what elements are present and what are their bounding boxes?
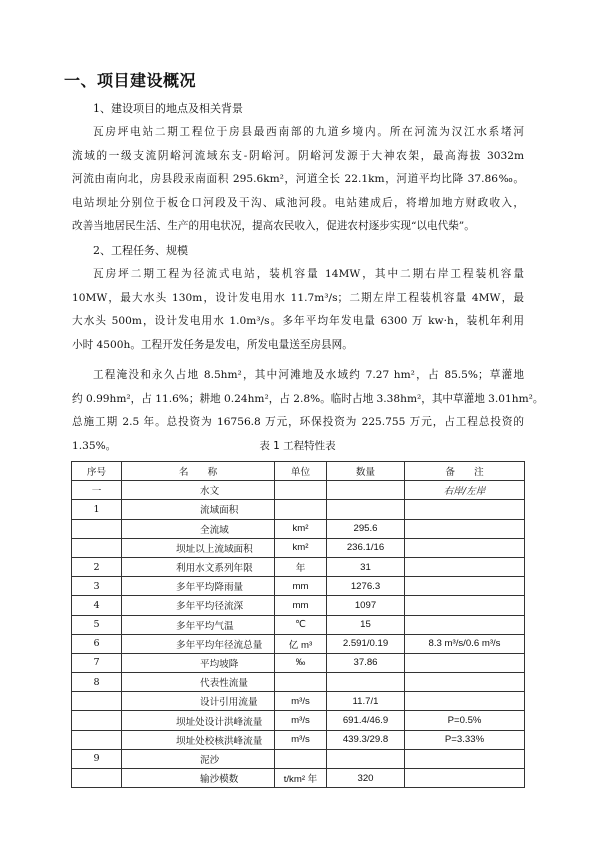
- text-line: 河流由南向北，房县段汞南面积 295.6km²，河道全长 22.1km，河道平均比降 37.86‰。: [72, 173, 524, 185]
- text-line: 瓦房坪二期工程为径流式电站，装机容量 14MW，其中二期右岸工程装机容量: [93, 268, 524, 280]
- row-unit-cell: [275, 500, 327, 519]
- row-unit-cell: 年: [275, 557, 327, 576]
- row-number-cell: [72, 769, 122, 788]
- text-line: 约 0.99hm²，占 11.6%；耕地 0.24hm²，占 2.8%。临时占地 3.38hm²，其中草灌地 3.01hm²。: [72, 392, 544, 405]
- text-line: 瓦房坪电站二期工程位于房县最西南部的九道乡境内。所在河流为汉江水系堵河: [93, 126, 524, 138]
- row-quantity-cell: 691.4/46.9: [327, 711, 405, 730]
- row-quantity-cell: 2.591/0.19: [327, 634, 405, 653]
- table-row: [72, 711, 525, 730]
- row-name-cell: 多年平均年径流总量: [122, 634, 275, 653]
- row-number-cell: 2: [72, 557, 122, 576]
- row-number-cell: [72, 538, 122, 557]
- text-line: 流域的一级支流阴峪河流域东支-阴峪河。阴峪河发源于大神农架，最高海拔 3032m: [72, 149, 524, 162]
- table-header-cell: 备 注: [405, 462, 525, 481]
- row-name-cell: 输沙模数: [122, 769, 275, 788]
- table-row: [72, 673, 525, 692]
- row-name-cell: 多年平均降雨量: [122, 577, 275, 596]
- row-unit-cell: [275, 673, 327, 692]
- row-name-cell: 坝址以上流域面积: [122, 538, 275, 557]
- row-number-cell: [72, 730, 122, 749]
- table-row: [72, 615, 525, 634]
- row-note-cell: [405, 519, 525, 538]
- table-header-cell: 单位: [275, 462, 327, 481]
- subsection-title-1: 1、建设项目的地点及相关背景: [93, 102, 243, 115]
- row-quantity-cell: 31: [327, 557, 405, 576]
- row-unit-cell: ℃: [275, 615, 327, 634]
- row-quantity-cell: [327, 749, 405, 768]
- text-line: 10MW，最大水头 130m，设计发电用水 11.7m³/s；二期左岸工程装机容量 4MW，最: [72, 291, 524, 304]
- table-row: [72, 769, 525, 788]
- table-row: [72, 481, 525, 500]
- row-number-cell: 3: [72, 577, 122, 596]
- row-quantity-cell: 236.1/16: [327, 538, 405, 557]
- row-name-cell: 设计引用流量: [122, 692, 275, 711]
- row-quantity-cell: [327, 673, 405, 692]
- row-number-cell: 7: [72, 653, 122, 672]
- row-number-cell: 一: [72, 481, 122, 500]
- row-number-cell: [72, 692, 122, 711]
- row-note-cell: [405, 673, 525, 692]
- text-line: 大水头 500m，设计发电用水 1.0m³/s。多年平均年发电量 6300 万 kw·h，装机年利用: [72, 315, 524, 327]
- row-name-cell: 多年平均气温: [122, 615, 275, 634]
- row-quantity-cell: 1097: [327, 596, 405, 615]
- row-number-cell: 1: [72, 500, 122, 519]
- paragraph-tasks: [72, 263, 524, 357]
- row-name-cell: 平均坡降: [122, 653, 275, 672]
- row-unit-cell: m³/s: [275, 711, 327, 730]
- row-note-cell: [405, 769, 525, 788]
- row-name-cell: 代表性流量: [122, 673, 275, 692]
- row-quantity-cell: 11.7/1: [327, 692, 405, 711]
- row-name-cell: 坝址处设计洪峰流量: [122, 711, 275, 730]
- row-quantity-cell: 439.3/29.8: [327, 730, 405, 749]
- row-unit-cell: [275, 749, 327, 768]
- table-header-cell: 序号: [72, 462, 122, 481]
- row-number-cell: 5: [72, 615, 122, 634]
- row-number-cell: [72, 711, 122, 730]
- text-line: 1.35%。: [72, 439, 117, 452]
- row-note-cell: P=0.5%: [405, 711, 525, 730]
- row-note-cell: [405, 557, 525, 576]
- row-note-cell: [405, 615, 525, 634]
- row-note-cell: 右岸/左岸: [405, 481, 525, 500]
- row-note-cell: [405, 692, 525, 711]
- row-note-cell: [405, 653, 525, 672]
- row-number-cell: 8: [72, 673, 122, 692]
- row-note-cell: P=3.33%: [405, 730, 525, 749]
- table-row: [72, 577, 525, 596]
- row-unit-cell: m³/s: [275, 730, 327, 749]
- text-line: 小时 4500h。工程开发任务是发电，所发电量送至房县网。: [72, 338, 353, 351]
- table-row: [72, 749, 525, 768]
- table-header-row: [72, 462, 525, 481]
- row-number-cell: 6: [72, 634, 122, 653]
- row-unit-cell: km²: [275, 519, 327, 538]
- row-name-cell: 利用水文系列年限: [122, 557, 275, 576]
- row-note-cell: [405, 577, 525, 596]
- row-quantity-cell: [327, 481, 405, 500]
- row-unit-cell: [275, 481, 327, 500]
- row-quantity-cell: 37.86: [327, 653, 405, 672]
- row-name-cell: 多年平均径流深: [122, 596, 275, 615]
- text-line: 改善当地居民生活、生产的用电状况，提高农民收入，促进农村逐步实现“以电代柴”。: [72, 220, 475, 232]
- row-quantity-cell: 320: [327, 769, 405, 788]
- table-row: [72, 634, 525, 653]
- table-row: [72, 500, 525, 519]
- subsection-title-2: 2、工程任务、规模: [93, 244, 188, 257]
- table-row: [72, 730, 525, 749]
- text-line: 总施工期 2.5 年。总投资为 16756.8 万元，环保投资为 225.755 万元，占工程总投资的: [72, 416, 524, 428]
- text-line: 电站坝址分别位于板仓口河段及干沟、咸池河段。电站建成后，将增加地方财政收入，: [72, 196, 524, 209]
- row-unit-cell: mm: [275, 596, 327, 615]
- row-unit-cell: ‰: [275, 653, 327, 672]
- section-heading: 一、项目建设概况: [64, 71, 197, 90]
- table-row: [72, 653, 525, 672]
- row-note-cell: 8.3 m³/s/0.6 m³/s: [405, 634, 525, 653]
- paragraph-location: [72, 121, 524, 239]
- row-number-cell: 4: [72, 596, 122, 615]
- row-unit-cell: km²: [275, 538, 327, 557]
- row-unit-cell: t/km² 年: [275, 769, 327, 788]
- table-row: [72, 557, 525, 576]
- row-quantity-cell: 295.6: [327, 519, 405, 538]
- table-row: [72, 692, 525, 711]
- row-note-cell: [405, 596, 525, 615]
- row-number-cell: [72, 519, 122, 538]
- row-name-cell: 水文: [122, 481, 275, 500]
- project-characteristics-table: [71, 461, 525, 788]
- row-note-cell: [405, 749, 525, 768]
- row-unit-cell: mm: [275, 577, 327, 596]
- row-number-cell: 9: [72, 749, 122, 768]
- row-quantity-cell: [327, 500, 405, 519]
- row-unit-cell: 亿 m³: [275, 634, 327, 653]
- table-header-cell: 数量: [327, 462, 405, 481]
- table-row: [72, 519, 525, 538]
- row-name-cell: 泥沙: [122, 749, 275, 768]
- row-name-cell: 全流域: [122, 519, 275, 538]
- row-unit-cell: m³/s: [275, 692, 327, 711]
- table-row: [72, 596, 525, 615]
- text-line: 工程淹没和永久占地 8.5hm²，其中河滩地及水域约 7.27 hm²，占 85.5%；草灌地: [93, 369, 524, 381]
- row-name-cell: 流域面积: [122, 500, 275, 519]
- row-quantity-cell: 1276.3: [327, 577, 405, 596]
- row-note-cell: [405, 500, 525, 519]
- row-name-cell: 坝址处校核洪峰流量: [122, 730, 275, 749]
- table-row: [72, 538, 525, 557]
- table-caption: 表 1 工程特性表: [259, 440, 336, 452]
- row-quantity-cell: 15: [327, 615, 405, 634]
- row-note-cell: [405, 538, 525, 557]
- table-header-cell: 名 称: [122, 462, 275, 481]
